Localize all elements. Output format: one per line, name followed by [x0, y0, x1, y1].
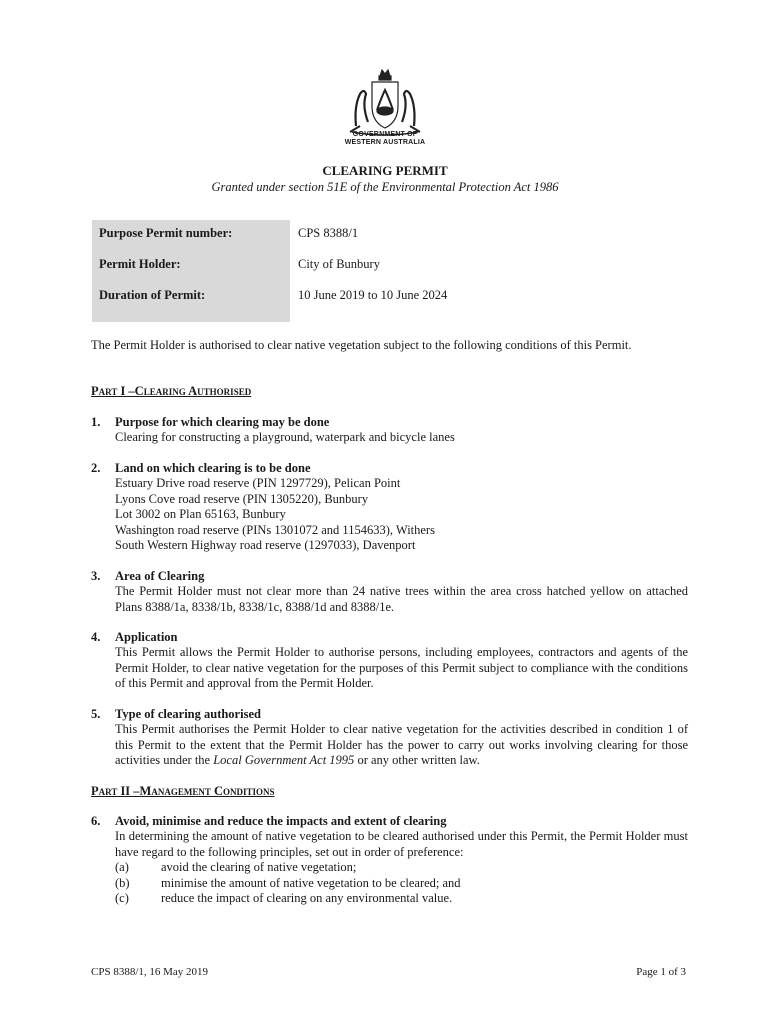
part-2-heading: Part II –Management Conditions	[91, 784, 275, 798]
condition-line: Lot 3002 on Plan 65163, Bunbury	[115, 507, 286, 522]
condition-5	[91, 707, 688, 769]
principle-letter: (b)	[115, 875, 130, 890]
info-label: Permit Holder:	[99, 257, 181, 271]
org-line-2: WESTERN AUSTRALIA	[344, 139, 426, 146]
condition-body: This Permit allows the Permit Holder to authorise persons, including employees, contractors and agents of the Permit Holder, to clear native vegetation for the purposes of this Permit subject to compliance with the conditions of this Permit and approval from the Permit Holder.	[115, 645, 688, 691]
principle-item	[115, 876, 688, 891]
principle-text: avoid the clearing of native vegetation;	[161, 860, 357, 875]
principle-item	[115, 860, 688, 875]
condition-number: 4.	[91, 630, 101, 644]
document-subtitle: Granted under section 51E of the Environmental Protection Act 1986	[211, 180, 559, 194]
info-value: 10 June 2019 to 10 June 2024	[298, 288, 448, 302]
condition-line: Lyons Cove road reserve (PIN 1305220), Bunbury	[115, 491, 369, 506]
condition-line: Washington road reserve (PINs 1301072 and 1154633), Withers	[115, 522, 435, 537]
part-1-heading: Part I –Clearing Authorised	[91, 384, 252, 398]
act-citation: Local Government Act 1995	[213, 753, 355, 768]
intro-paragraph: The Permit Holder is authorised to clear native vegetation subject to the following conditions of this Permit.	[91, 338, 632, 352]
government-name	[310, 131, 460, 147]
condition-body	[115, 722, 688, 768]
info-label: Purpose Permit number:	[99, 226, 233, 240]
condition-3	[91, 569, 688, 615]
principle-letter: (c)	[115, 891, 129, 906]
condition-6	[91, 814, 688, 906]
condition-number: 1.	[91, 415, 101, 429]
principle-item	[115, 891, 688, 906]
footer-document-ref: CPS 8388/1, 16 May 2019	[91, 966, 209, 978]
condition-body-text: This Permit authorises the Permit Holder to clear native vegetation for the activities described in condition 1 of this Permit to the extent that the Permit Holder has the power to carry out works involving clearing for those activities under the	[115, 722, 688, 768]
info-value: City of Bunbury	[298, 257, 380, 271]
principle-letter: (a)	[115, 860, 129, 875]
condition-line: South Western Highway road reserve (1297033), Davenport	[115, 538, 416, 553]
condition-line: Estuary Drive road reserve (PIN 1297729), Pelican Point	[115, 476, 401, 491]
condition-1	[91, 415, 688, 446]
principle-text: minimise the amount of native vegetation to be cleared; and	[161, 875, 461, 890]
condition-number: 3.	[91, 569, 101, 583]
org-line-1: GOVERNMENT OF	[352, 131, 418, 138]
principle-text: reduce the impact of clearing on any environmental value.	[161, 891, 453, 906]
condition-number: 2.	[91, 461, 101, 475]
condition-heading: Avoid, minimise and reduce the impacts and extent of clearing	[115, 814, 447, 828]
condition-heading: Application	[115, 630, 178, 644]
condition-body-text: or any other written law.	[354, 753, 480, 768]
info-label: Duration of Permit:	[99, 288, 206, 302]
condition-body: The Permit Holder must not clear more than 24 native trees within the area cross hatched yellow on attached Plans 8388/1a, 8338/1b, 8338/1c, 8388/1d and 8388/1e.	[115, 584, 688, 614]
footer-page-number: Page 1 of 3	[636, 966, 686, 978]
condition-heading: Type of clearing authorised	[115, 707, 261, 721]
condition-body: In determining the amount of native vegetation to be cleared authorised under this Permit, the Permit Holder must have regard to the following principles, set out in order of preference:	[115, 829, 688, 859]
condition-heading: Land on which clearing is to be done	[115, 461, 311, 475]
condition-number: 6.	[91, 814, 101, 828]
condition-number: 5.	[91, 707, 101, 721]
condition-2	[91, 461, 688, 553]
condition-line: Clearing for constructing a playground, waterpark and bicycle lanes	[115, 430, 455, 445]
condition-heading: Purpose for which clearing may be done	[115, 415, 330, 429]
info-value: CPS 8388/1	[298, 226, 359, 240]
condition-4	[91, 630, 688, 692]
condition-heading: Area of Clearing	[115, 569, 205, 583]
document-title: CLEARING PERMIT	[322, 163, 448, 178]
